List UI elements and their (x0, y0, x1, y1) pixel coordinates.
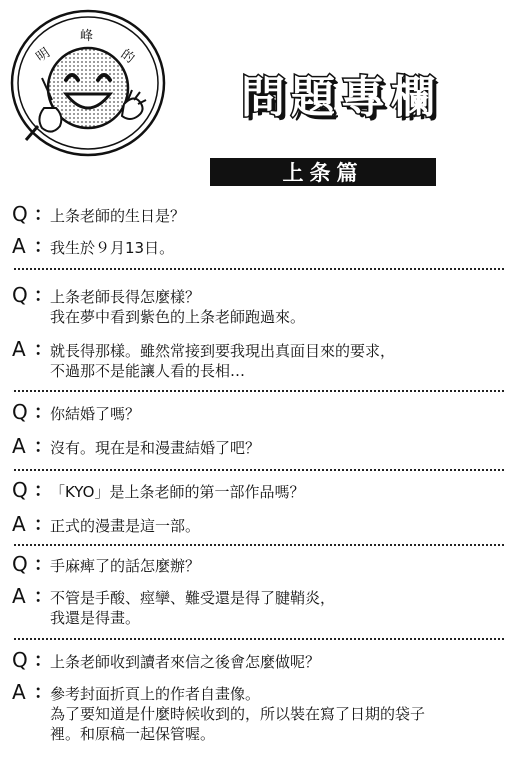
colon: ： (34, 339, 52, 360)
colon: ： (34, 586, 52, 607)
question-1 (12, 202, 504, 226)
logo-char-2: 峰 (80, 29, 94, 44)
colon: ： (34, 436, 52, 457)
answer-6-line-3: 裡。和原稿一起保管喔。 (50, 725, 216, 743)
page-title (186, 58, 496, 128)
answer-2 (12, 337, 504, 381)
colon: ： (34, 650, 52, 671)
question-5 (12, 552, 504, 576)
answer-5-line-2: 我還是得畫。 (50, 609, 141, 627)
smiley-logo (8, 8, 170, 158)
answer-2-line-2: 不過那不是能讓人看的長相… (50, 362, 246, 380)
colon: ： (34, 514, 52, 535)
answer-5 (12, 584, 504, 628)
answer-3-line-1: 沒有。現在是和漫畫結婚了吧？ (50, 439, 261, 457)
answer-2-line-1: 就長得那樣。雖然常接到要我現出真面目來的要求， (50, 342, 396, 360)
divider (14, 469, 504, 471)
answer-6-line-1: 參考封面折頁上的作者自畫像。 (50, 685, 261, 703)
qa-item-3 (12, 400, 504, 458)
qa-item-6 (12, 648, 504, 744)
a-mark: A (12, 680, 26, 704)
a-mark: A (12, 337, 26, 361)
q-mark: Q (12, 552, 28, 576)
subtitle-banner (210, 158, 436, 186)
q-mark: Q (12, 400, 28, 424)
question-1-line-1: 上条老師的生日是？ (50, 207, 186, 225)
question-6 (12, 648, 504, 672)
answer-6 (12, 680, 504, 744)
question-2-line-2: 我在夢中看到紫色的上条老師跑過來。 (50, 308, 306, 326)
answer-6-line-2: 為了要知道是什麼時候收到的，所以裝在寫了日期的袋子 (50, 705, 426, 723)
colon: ： (34, 480, 52, 501)
divider (14, 268, 504, 270)
logo-char-1: 明 (33, 45, 53, 66)
question-5-line-1: 手麻痺了的話怎麼辦？ (50, 557, 201, 575)
a-mark: A (12, 584, 26, 608)
question-6-line-1: 上条老師收到讀者來信之後會怎麼做呢？ (50, 653, 321, 671)
divider (14, 390, 504, 392)
question-4 (12, 478, 504, 502)
question-3 (12, 400, 504, 424)
colon: ： (34, 236, 52, 257)
subtitle-text: 上条篇 (282, 161, 364, 185)
qa-item-1 (12, 202, 504, 258)
divider (14, 638, 504, 640)
colon: ： (34, 554, 52, 575)
question-3-line-1: 你結婚了嗎？ (50, 405, 141, 423)
question-2 (12, 283, 504, 327)
answer-5-line-1: 不管是手酸、痙攣、難受還是得了腱鞘炎， (50, 589, 336, 607)
colon: ： (34, 204, 52, 225)
q-mark: Q (12, 648, 28, 672)
answer-4 (12, 512, 504, 536)
divider (14, 544, 504, 546)
answer-1-line-1: 我生於９月13日。 (50, 239, 175, 257)
a-mark: A (12, 512, 26, 536)
answer-3 (12, 434, 504, 458)
q-mark: Q (12, 283, 28, 307)
q-mark: Q (12, 478, 28, 502)
page-title-text: 問題專欄 (241, 72, 441, 123)
q-mark: Q (12, 202, 28, 226)
qa-item-2 (12, 283, 504, 381)
answer-1 (12, 234, 504, 258)
colon: ： (34, 402, 52, 423)
answer-4-line-1: 正式的漫畫是這一部。 (50, 517, 201, 535)
question-2-line-1: 上条老師長得怎麼樣？ (50, 288, 201, 306)
colon: ： (34, 682, 52, 703)
question-4-line-1: 「KYO」是上条老師的第一部作品嗎？ (50, 483, 305, 501)
qa-item-4 (12, 478, 504, 536)
a-mark: A (12, 434, 26, 458)
qa-item-5 (12, 552, 504, 628)
a-mark: A (12, 234, 26, 258)
colon: ： (34, 285, 52, 306)
logo-char-3: 的 (117, 46, 137, 67)
